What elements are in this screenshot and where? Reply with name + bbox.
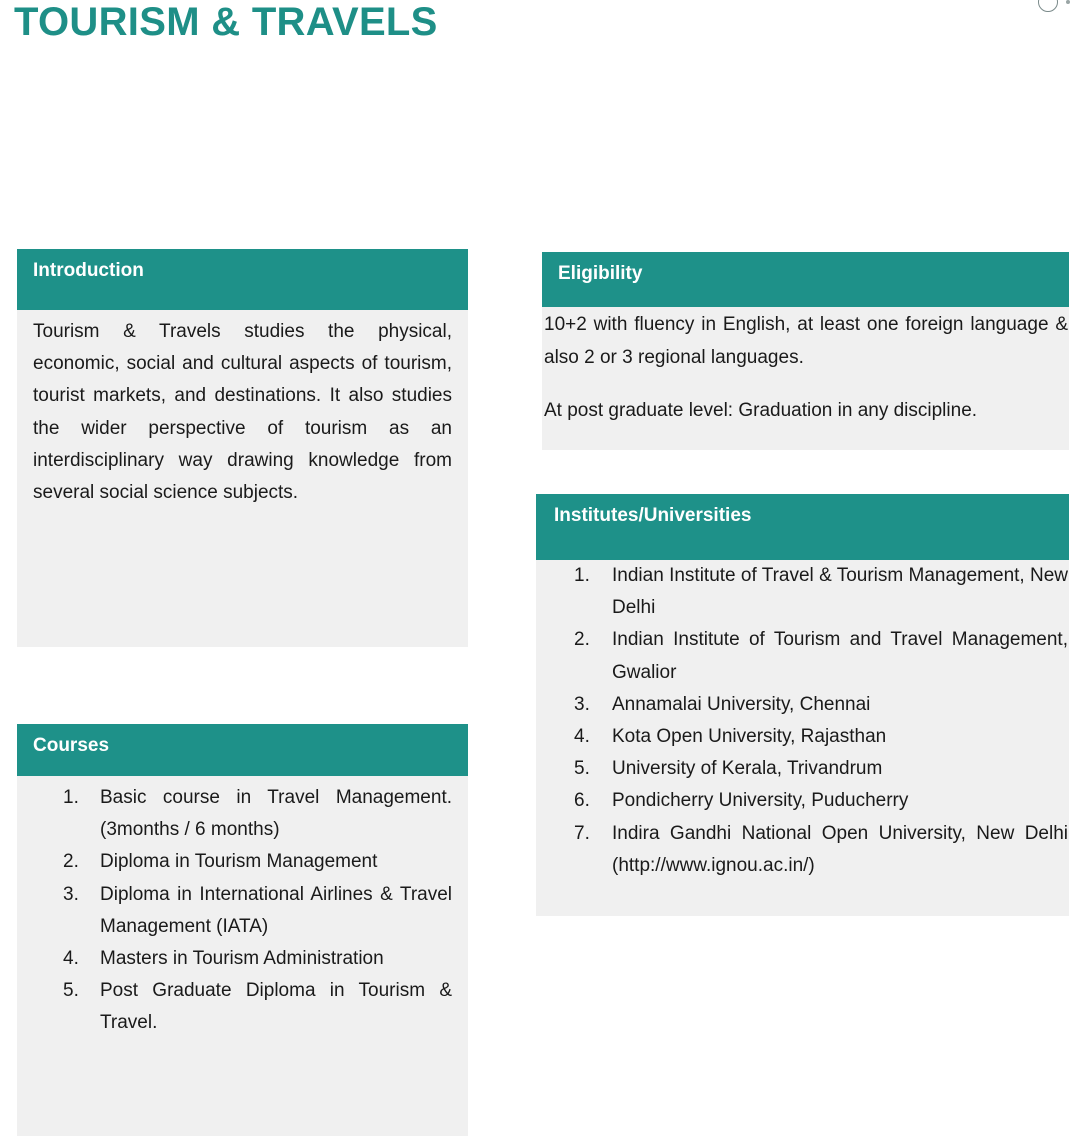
- courses-body: [17, 776, 468, 1040]
- institutes-body: [536, 560, 1069, 882]
- course-item: [63, 846, 452, 878]
- introduction-card: [17, 249, 468, 647]
- institute-item-number: 2.: [574, 629, 590, 651]
- page-title: TOURISM & TRAVELS: [14, 0, 438, 44]
- institute-item-text: Kota Open University, Rajasthan: [612, 726, 887, 748]
- institute-item-number: 6.: [574, 790, 590, 812]
- institute-item: [574, 818, 1068, 882]
- eligibility-heading: Eligibility: [542, 252, 1069, 307]
- institute-item-number: 7.: [574, 822, 590, 844]
- institute-item-number: 1.: [574, 565, 590, 586]
- course-item-text: Basic course in Travel Management. (3months / 6 months): [100, 787, 452, 841]
- course-item: [63, 975, 452, 1039]
- course-item-number: 1.: [63, 787, 79, 808]
- eligibility-card: [542, 252, 1069, 450]
- course-item: [63, 782, 452, 846]
- institute-item-number: 4.: [574, 726, 590, 748]
- courses-list: [33, 782, 452, 1040]
- eligibility-paragraph: 10+2 with fluency in English, at least one foreign language & also 2 or 3 regional languages.: [544, 314, 1068, 368]
- course-item-text: Diploma in Tourism Management: [100, 851, 378, 873]
- page-corner-dot-icon: [1066, 0, 1070, 4]
- courses-heading: Courses: [17, 724, 468, 776]
- institute-item-text: Annamalai University, Chennai: [612, 693, 871, 715]
- course-item-text: Post Graduate Diploma in Tourism & Travel.: [100, 980, 452, 1034]
- introduction-heading: Introduction: [17, 249, 468, 310]
- institutes-heading: Institutes/Universities: [536, 494, 1069, 560]
- introduction-text: Tourism & Travels studies the physical, economic, social and cultural aspects of tourism, tourist markets, and destinations. It also studies the wider perspective of tourism as an interdisciplinary way drawing knowledge from several social science subjects.: [33, 321, 452, 504]
- institute-item-number: 5.: [574, 758, 590, 780]
- institute-item-text: Indira Gandhi National Open University, New Delhi (http://www.ignou.ac.in/): [612, 822, 1068, 876]
- institute-item-text: Pondicherry University, Puducherry: [612, 790, 909, 812]
- eligibility-body: [542, 307, 1069, 427]
- course-item-number: 3.: [63, 883, 79, 905]
- institute-item-number: 3.: [574, 693, 590, 715]
- institutes-list: [574, 560, 1068, 882]
- course-item-number: 4.: [63, 948, 79, 970]
- courses-card: [17, 724, 468, 1136]
- institutes-card: [536, 494, 1069, 916]
- course-item-number: 5.: [63, 980, 79, 1002]
- institute-item: [574, 785, 1068, 817]
- institute-item-text: University of Kerala, Trivandrum: [612, 758, 883, 780]
- institute-item: [574, 753, 1068, 785]
- institute-item: [574, 560, 1068, 624]
- course-item: [63, 943, 452, 975]
- institute-item-text: Indian Institute of Tourism and Travel Management, Gwalior: [612, 629, 1068, 683]
- course-item-number: 2.: [63, 851, 79, 873]
- course-item-text: Masters in Tourism Administration: [100, 948, 384, 970]
- page-corner-circle-icon: [1038, 0, 1058, 12]
- course-item-text: Diploma in International Airlines & Travel Management (IATA): [100, 883, 452, 937]
- institute-item: [574, 689, 1068, 721]
- institute-item-text: Indian Institute of Travel & Tourism Management, New Delhi: [612, 565, 1068, 619]
- course-item: [63, 879, 452, 943]
- institute-item: [574, 624, 1068, 688]
- eligibility-paragraph: At post graduate level: Graduation in any discipline.: [544, 400, 978, 421]
- institute-item: [574, 721, 1068, 753]
